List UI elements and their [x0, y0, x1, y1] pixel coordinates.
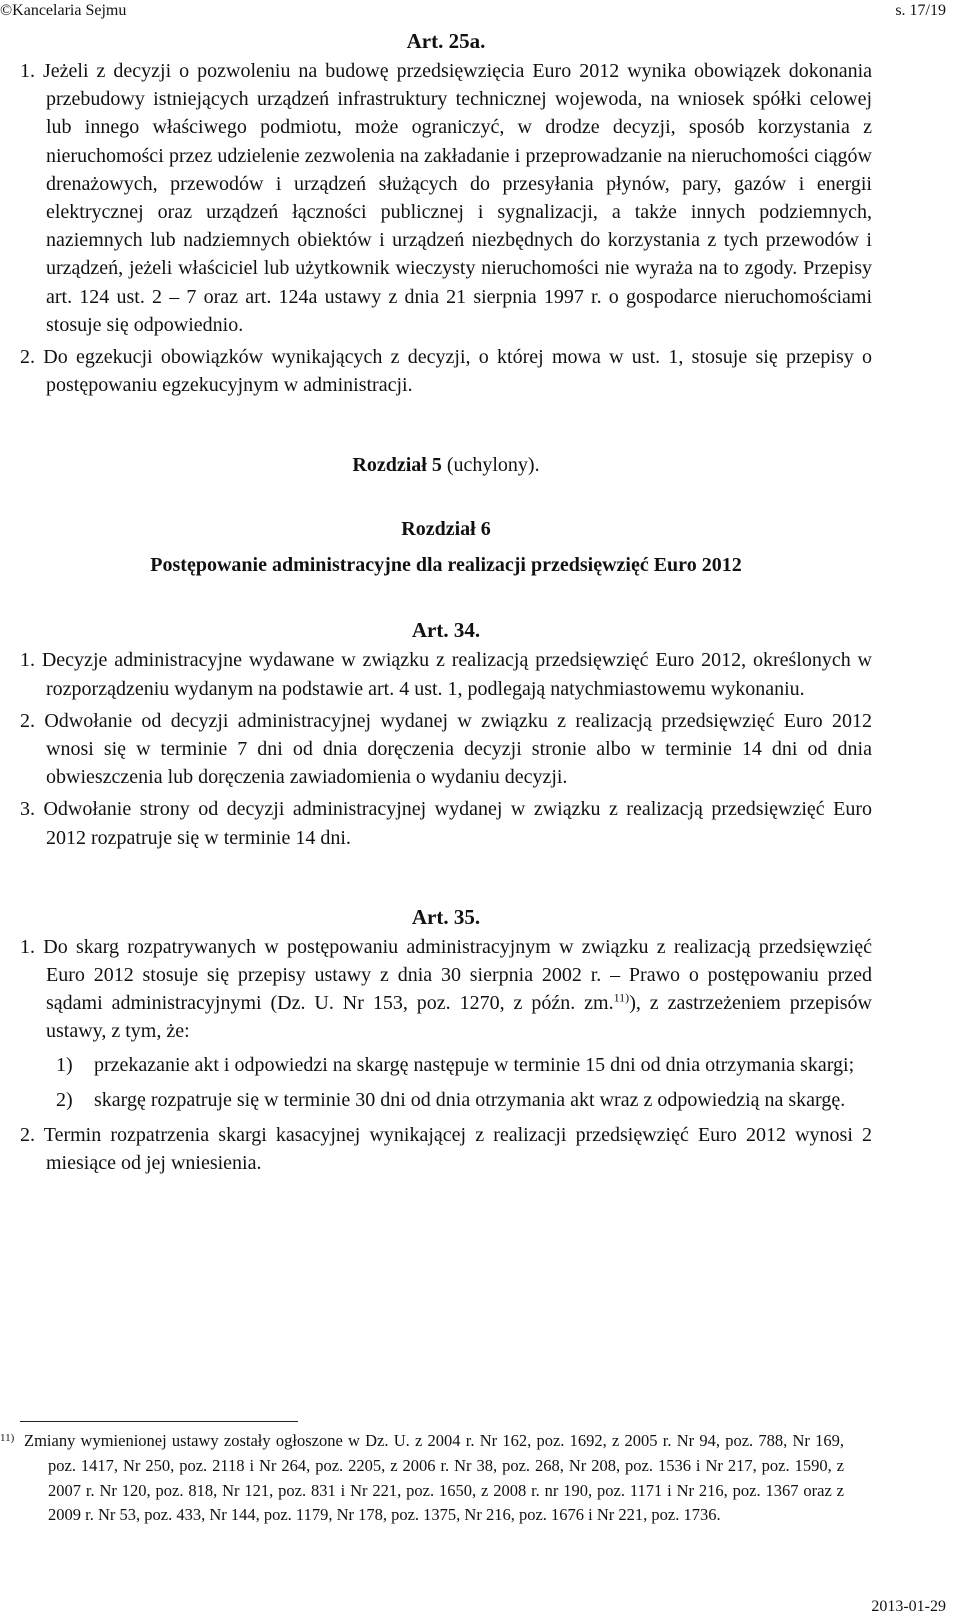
chapter-6-title: Postępowanie administracyjne dla realizacji przedsięwzięć Euro 2012	[150, 554, 742, 577]
art-34-title: Art. 34.	[411, 618, 481, 643]
footnote-mark: 11)	[0, 1432, 15, 1444]
art-34-paragraph-3: 3. Odwołanie strony od decyzji administracyjnej wydanej w związku z realizacją przedsięwzięć Euro 2012 rozpatruje się w terminie 14 dni.	[20, 798, 872, 849]
art-35-paragraph-1-text: 1. Do skarg rozpatrywanych w postępowaniu administracyjnym w związku z realizacją przedsięwzięć Euro 2012 stosuje się przepisy ustawy z dnia 30 sierpnia 2002 r. – Prawo o postępowaniu przed sądami administracyjnymi (Dz. U. Nr 153, poz. 1270, z późn. zm.	[20, 935, 872, 1015]
document-body	[20, 28, 872, 1177]
footnote-text-block	[24, 1429, 844, 1528]
art-25a-paragraph-1: 1. Jeżeli z decyzji o pozwoleniu na budowę przedsięwzięcia Euro 2012 wynika obowiązek dokonania przebudowy istniejących urządzeń infrastruktury technicznej wojewoda, na wniosek spółki celowej lub innego właściwego podmiotu, może ograniczyć, w drodze decyzji, sposób korzystania z nieruchomości przez udzielenie zezwolenia na zakładanie i przeprowadzanie na nieruchomości ciągów drenażowych, przewodów i urządzeń służących do przesyłania płynów, pary, gazów i energii elektrycznej oraz urządzeń łączności publicznej i sygnalizacji, a także innych podziemnych, naziemnych lub nadziemnych obiektów i urządzeń niezbędnych do korzystania z tych przewodów i urządzeń, jeżeli właściciel lub użytkownik wieczysty nieruchomości nie wyraża na to zgody. Przepisy art. 124 ust. 2 – 7 oraz art. 124a ustawy z dnia 21 sierpnia 1997 r. o gospodarce nieruchomościami stosuje się odpowiednio.	[20, 60, 872, 336]
list-item-marker: 1)	[56, 1053, 73, 1076]
art-35-paragraph-1	[20, 933, 872, 1046]
footer-date: 2013-01-29	[871, 1598, 946, 1615]
footnote-text: Zmiany wymienionej ustawy zostały ogłoszone w Dz. U. z 2004 r. Nr 162, poz. 1692, z 2005 r. Nr 94, poz. 788, Nr 169, poz. 1417, Nr 250, poz. 2118 i Nr 264, poz. 2205, z 2006 r. Nr 38, poz. 268, Nr 208, poz. 1536 i Nr 217, poz. 1590, z 2007 r. Nr 120, poz. 818, Nr 121, poz. 831 i Nr 221, poz. 1650, z 2008 r. nr 190, poz. 1171 i Nr 216, poz. 1367 oraz z 2009 r. Nr 53, poz. 433, Nr 144, poz. 1179, Nr 178, poz. 1375, Nr 216, poz. 1676 i Nr 221, poz. 1736.	[24, 1431, 844, 1525]
chapter-5-heading	[20, 451, 872, 479]
header-page-number: s. 17/19	[895, 2, 946, 19]
chapter-5-label: Rozdział 5	[352, 454, 442, 477]
chapter-5-status: (uchylony).	[441, 454, 540, 477]
list-item-marker: 2)	[56, 1089, 73, 1112]
art-35-title: Art. 35.	[411, 904, 481, 929]
list-item-text: przekazanie akt i odpowiedzi na skargę następuje w terminie 15 dni od dnia otrzymania skargi;	[94, 1053, 855, 1076]
art-25a-title: Art. 25a.	[406, 29, 486, 53]
art-35-paragraph-2: 2. Termin rozpatrzenia skargi kasacyjnej wynikającej z realizacji przedsięwzięć Euro 2012 wynosi 2 miesiące od jej wniesienia.	[20, 1123, 872, 1174]
chapter-6-heading	[20, 515, 872, 579]
footnote-reference[interactable]: 11)	[613, 990, 630, 1005]
list-item	[20, 1050, 872, 1082]
list-item-text: skargę rozpatruje się w terminie 30 dni od dnia otrzymania akt wraz z odpowiedzią na skargę.	[94, 1089, 846, 1112]
art-34-paragraph-2: 2. Odwołanie od decyzji administracyjnej wydanej w związku z realizacją przedsięwzięć Euro 2012 wnosi się w terminie 7 dni od dnia doręczenia decyzji stronie albo w terminie 14 dni od dnia obwieszczenia lub doręczenia zawiadomienia o wydaniu decyzji.	[20, 709, 872, 789]
art-35-paragraph-1-continuation: ), z zastrzeżeniem przepisów ustawy, z tym, że:	[46, 992, 872, 1043]
list-item	[20, 1085, 872, 1117]
header-source: ©Kancelaria Sejmu	[0, 2, 127, 19]
footnote-separator	[20, 1421, 298, 1422]
chapter-6-label: Rozdział 6	[401, 518, 491, 541]
art-25a-paragraph-2: 2. Do egzekucji obowiązków wynikających z decyzji, o której mowa w ust. 1, stosuje się przepisy o postępowaniu egzekucyjnym w administracji.	[20, 346, 872, 397]
art-34-paragraph-1: 1. Decyzje administracyjne wydawane w związku z realizacją przedsięwzięć Euro 2012, określonych w rozporządzeniu wydanym na podstawie art. 4 ust. 1, podlegają natychmiastowemu wykonaniu.	[20, 649, 872, 700]
